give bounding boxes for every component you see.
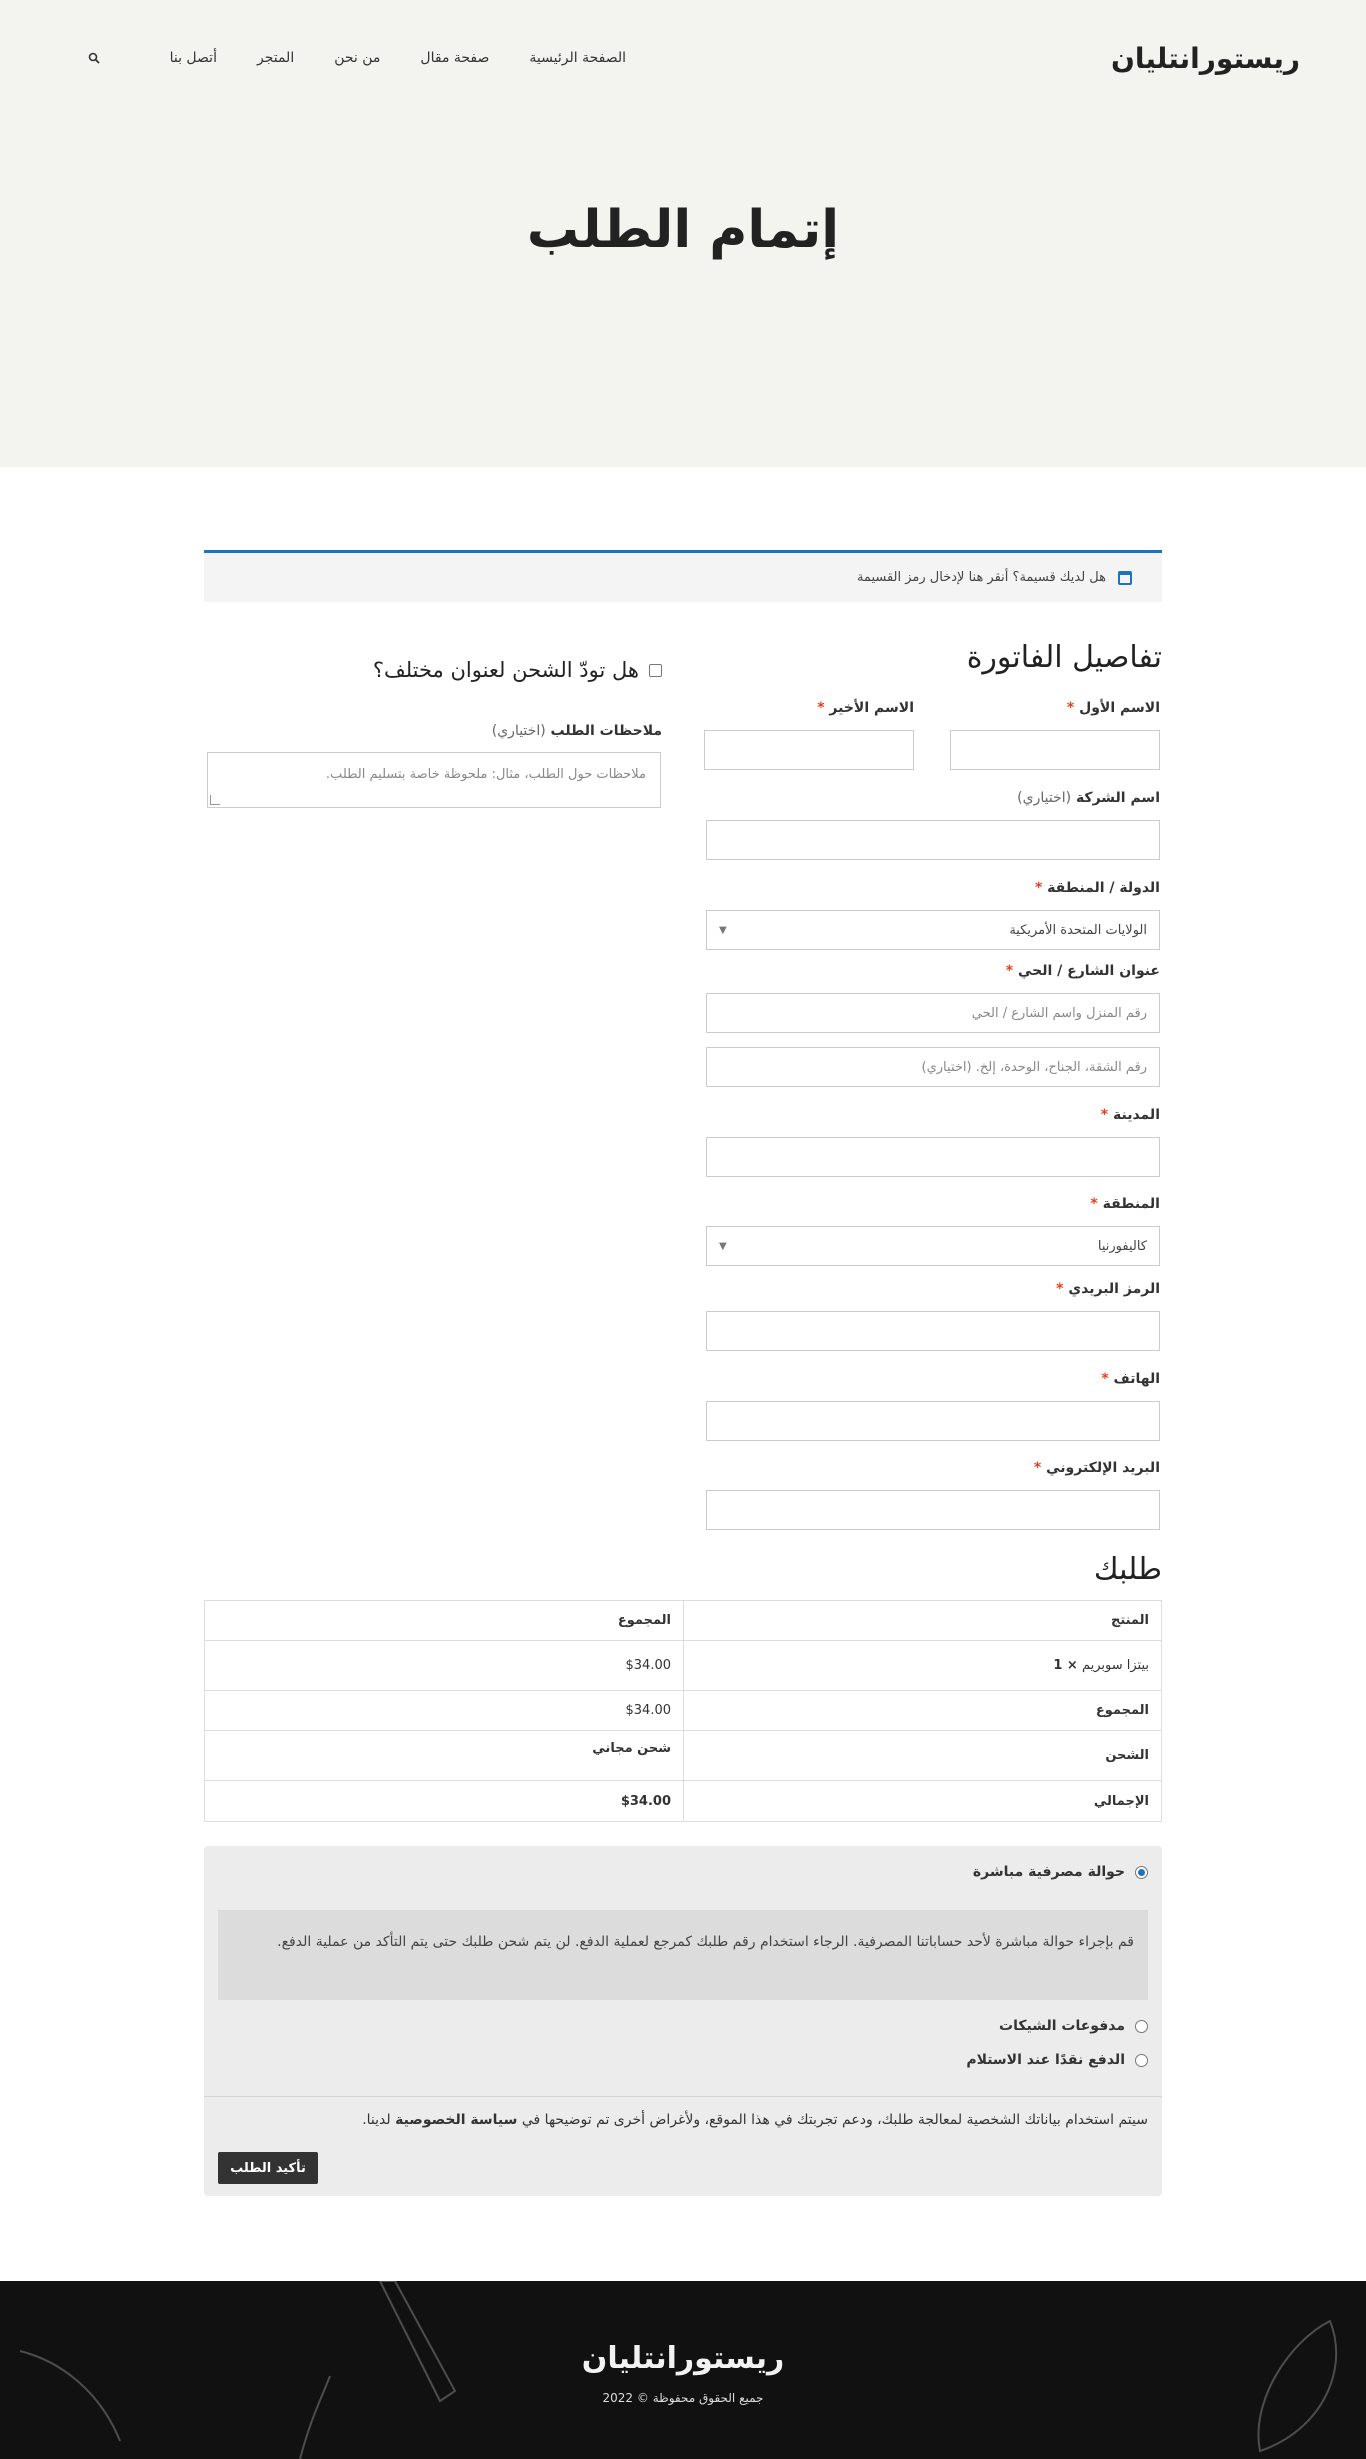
region-select-value: كاليفورنيا bbox=[1097, 1238, 1147, 1254]
item-qty: × 1 bbox=[1053, 1658, 1078, 1673]
privacy-policy-link[interactable]: سياسة الخصوصية bbox=[395, 2112, 518, 2128]
table-row bbox=[205, 1601, 1161, 1641]
city-input[interactable] bbox=[706, 1137, 1160, 1177]
ship-different-toggle[interactable] bbox=[340, 658, 662, 682]
billing-title: تفاصيل الفاتورة bbox=[966, 640, 1162, 675]
company-label: اسم الشركة (اختياري) bbox=[1017, 790, 1160, 806]
bank-label: حوالة مصرفية مباشرة bbox=[972, 1864, 1125, 1880]
coupon-notice[interactable] bbox=[204, 550, 1162, 602]
shipping-value: شحن مجاني bbox=[592, 1741, 671, 1756]
table-row bbox=[205, 1691, 1161, 1731]
zip-label: الرمز البريدي * bbox=[1056, 1281, 1160, 1297]
page-title: إتمام الطلب bbox=[526, 200, 840, 260]
cod-label: الدفع نقدًا عند الاستلام bbox=[966, 2052, 1125, 2068]
nav-blog-post[interactable]: صفحة مقال bbox=[420, 50, 490, 66]
bank-description: قم بإجراء حوالة مباشرة لأحد حساباتنا المصرفية. الرجاء استخدام رقم طلبك كمرجع لعملية الدفع. لن يتم شحن طلبك حتى يتم التأكد من عملية الدفع. bbox=[218, 1910, 1148, 2000]
city-label: المدينة * bbox=[1100, 1107, 1160, 1123]
country-label: الدولة / المنطقة * bbox=[1034, 880, 1160, 896]
nav-about[interactable]: من نحن bbox=[334, 50, 381, 66]
footer-copyright: جميع الحقوق محفوظة © 2022 bbox=[602, 2391, 764, 2405]
order-review-table bbox=[204, 1600, 1162, 1822]
shipping-label: الشحن bbox=[683, 1731, 1161, 1780]
search-icon[interactable] bbox=[88, 50, 100, 68]
last-name-label: الاسم الأخير * bbox=[817, 700, 914, 716]
phone-label: الهاتف * bbox=[1101, 1371, 1160, 1387]
subtotal-label: المجموع bbox=[683, 1691, 1161, 1730]
main-nav bbox=[170, 50, 626, 66]
region-select[interactable] bbox=[706, 1226, 1160, 1266]
calendar-icon bbox=[1118, 571, 1132, 585]
payment-section bbox=[204, 1846, 1162, 2196]
region-label: المنطقة * bbox=[1090, 1196, 1160, 1212]
item-price: $34.00 bbox=[625, 1658, 671, 1673]
payment-bank-option[interactable] bbox=[973, 1864, 1148, 1880]
privacy-notice: سيتم استخدام بياناتك الشخصية لمعالجة طلبك، ودعم تجربتك في هذا الموقع، ولأغراض أخرى تم توضيحها في سياسة الخصوصية لدينا. bbox=[362, 2112, 1148, 2128]
last-name-input[interactable] bbox=[704, 730, 914, 770]
col-total: المجموع bbox=[617, 1613, 671, 1628]
order-title: طلبك bbox=[1093, 1552, 1162, 1587]
ship-different-label: هل تودّ الشحن لعنوان مختلف؟ bbox=[372, 658, 639, 682]
email-label: البريد الإلكتروني * bbox=[1033, 1460, 1160, 1476]
divider bbox=[204, 2096, 1162, 2097]
table-row bbox=[205, 1781, 1161, 1821]
col-product: المنتج bbox=[683, 1601, 1161, 1640]
nav-contact[interactable]: أتصل بنا bbox=[169, 50, 217, 66]
zip-input[interactable] bbox=[706, 1311, 1160, 1351]
country-select-value: الولايات المتحدة الأمريكية bbox=[1009, 922, 1147, 938]
order-notes-textarea[interactable] bbox=[207, 752, 661, 808]
table-row bbox=[205, 1641, 1161, 1691]
total-label: الإجمالي bbox=[683, 1781, 1161, 1821]
resize-handle-icon[interactable] bbox=[210, 795, 220, 805]
street-input[interactable]: رقم المنزل واسم الشارع / الحي bbox=[706, 993, 1160, 1033]
subtotal-value: $34.00 bbox=[625, 1703, 671, 1718]
bank-radio[interactable] bbox=[1135, 1866, 1148, 1879]
total-value: $34.00 bbox=[620, 1793, 671, 1809]
cheque-label: مدفوعات الشيكات bbox=[999, 2018, 1125, 2034]
coupon-link[interactable]: هل لديك قسيمة؟ أنقر هنا لإدخال رمز القسيمة bbox=[856, 570, 1106, 585]
first-name-input[interactable] bbox=[950, 730, 1160, 770]
cheque-radio[interactable] bbox=[1135, 2020, 1148, 2033]
nav-shop[interactable]: المتجر bbox=[256, 50, 295, 66]
company-input[interactable] bbox=[706, 820, 1160, 860]
item-name: بيتزا سوبريم bbox=[1081, 1658, 1149, 1673]
order-notes-label: ملاحظات الطلب (اختياري) bbox=[491, 723, 662, 739]
payment-cod-option[interactable] bbox=[966, 2052, 1148, 2068]
ship-different-checkbox[interactable] bbox=[649, 664, 662, 677]
country-select[interactable] bbox=[706, 910, 1160, 950]
site-footer bbox=[0, 2281, 1366, 2459]
hero-header bbox=[0, 0, 1366, 467]
first-name-label: الاسم الأول * bbox=[1066, 700, 1160, 716]
site-logo[interactable]: ريستورانتليان bbox=[1110, 42, 1300, 75]
cod-radio[interactable] bbox=[1135, 2054, 1148, 2067]
phone-input[interactable] bbox=[706, 1401, 1160, 1441]
order-notes-placeholder: ملاحظات حول الطلب، مثال: ملحوظة خاصة بتسليم الطلب. bbox=[325, 767, 646, 782]
email-input[interactable] bbox=[706, 1490, 1160, 1530]
street-label: عنوان الشارع / الحي * bbox=[1005, 963, 1160, 979]
chevron-down-icon: ▼ bbox=[719, 924, 727, 936]
place-order-button[interactable]: تأكيد الطلب bbox=[218, 2152, 318, 2184]
nav-home[interactable]: الصفحة الرئيسية bbox=[529, 50, 626, 66]
table-row bbox=[205, 1731, 1161, 1781]
street2-input[interactable]: رقم الشقة، الجناح، الوحدة، إلخ. (اختياري) bbox=[706, 1047, 1160, 1087]
item-name-cell bbox=[683, 1641, 1161, 1690]
footer-logo[interactable]: ريستورانتليان bbox=[581, 2341, 785, 2376]
chevron-down-icon: ▼ bbox=[719, 1240, 727, 1252]
payment-cheque-option[interactable] bbox=[999, 2018, 1148, 2034]
